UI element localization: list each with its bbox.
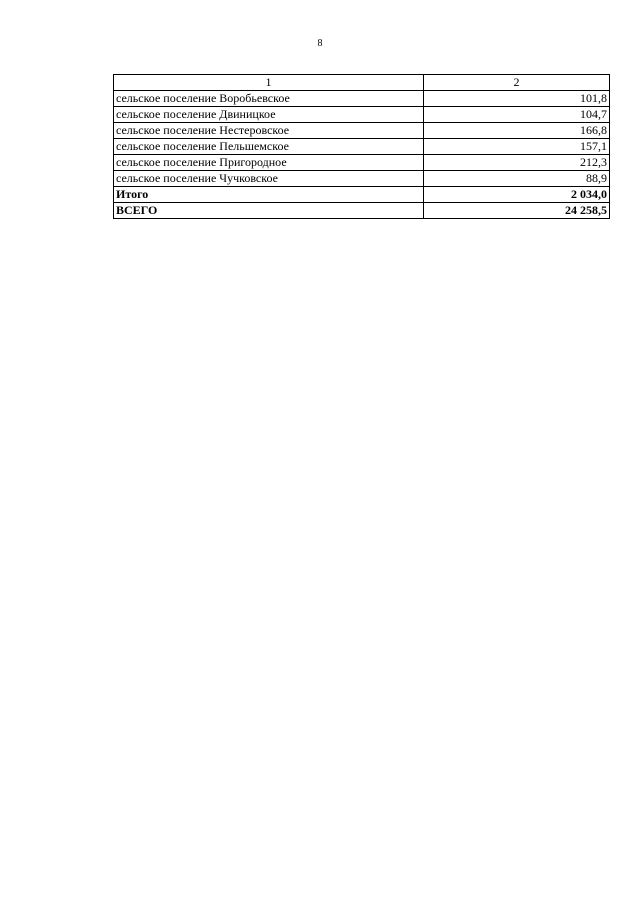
data-table xyxy=(113,74,610,219)
table-header-row xyxy=(114,75,610,91)
page-number: 8 xyxy=(317,38,323,49)
table-row xyxy=(114,155,610,171)
row-value: 101,8 xyxy=(424,91,610,107)
total-value: 24 258,5 xyxy=(424,203,610,219)
table-row xyxy=(114,123,610,139)
row-value: 104,7 xyxy=(424,107,610,123)
row-value: 212,3 xyxy=(424,155,610,171)
total-label: ВСЕГО xyxy=(114,203,424,219)
row-value: 157,1 xyxy=(424,139,610,155)
row-name: сельское поселение Воробьевское xyxy=(114,91,424,107)
total-row xyxy=(114,203,610,219)
subtotal-row xyxy=(114,187,610,203)
row-value: 88,9 xyxy=(424,171,610,187)
subtotal-label: Итого xyxy=(114,187,424,203)
table-row xyxy=(114,139,610,155)
table-row xyxy=(114,91,610,107)
row-name: сельское поселение Пригородное xyxy=(114,155,424,171)
row-name: сельское поселение Пельшемское xyxy=(114,139,424,155)
row-name: сельское поселение Чучковское xyxy=(114,171,424,187)
column-header-2: 2 xyxy=(424,75,610,91)
table-row xyxy=(114,107,610,123)
row-value: 166,8 xyxy=(424,123,610,139)
row-name: сельское поселение Нестеровское xyxy=(114,123,424,139)
row-name: сельское поселение Двиницкое xyxy=(114,107,424,123)
table-row xyxy=(114,171,610,187)
column-header-1: 1 xyxy=(114,75,424,91)
subtotal-value: 2 034,0 xyxy=(424,187,610,203)
